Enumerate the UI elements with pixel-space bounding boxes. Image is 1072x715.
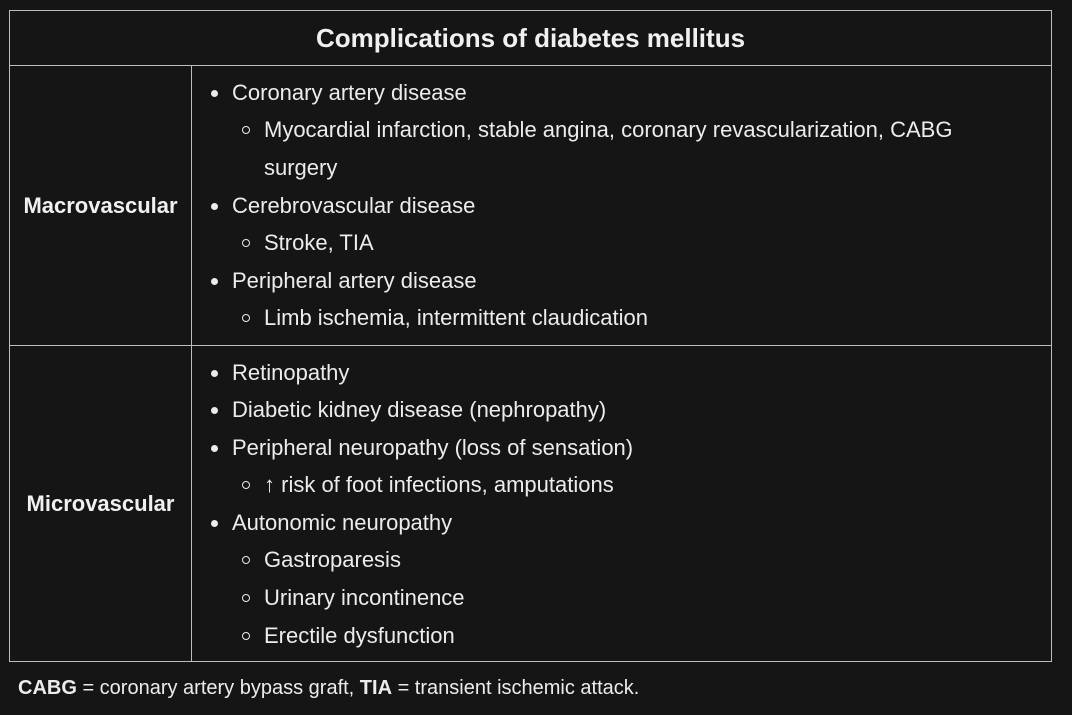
list-item: Autonomic neuropathy <box>232 510 453 535</box>
bullet-circle-icon <box>242 126 250 134</box>
bullet-circle-icon <box>242 632 250 640</box>
bullet-circle-icon <box>242 594 250 602</box>
list-item: Diabetic kidney disease (nephropathy) <box>232 397 607 422</box>
list-subitem: Urinary incontinence <box>264 585 465 610</box>
table-title: Complications of diabetes mellitus <box>315 23 746 53</box>
list-subitem: Gastroparesis <box>264 547 401 572</box>
row-label-microvascular: Microvascular <box>26 491 175 516</box>
list-subitem: Erectile dysfunction <box>264 623 455 648</box>
abbreviations-footnote <box>18 677 639 700</box>
list-subitem: Myocardial infarction, stable angina, coronary revascularization, CABG <box>264 117 953 142</box>
bullet-disc-icon <box>211 370 218 377</box>
list-item: Retinopathy <box>232 360 350 385</box>
bullet-disc-icon <box>211 520 218 527</box>
list-subitem: Limb ischemia, intermittent claudication <box>264 305 648 330</box>
row-content-microvascular <box>192 346 1051 662</box>
row-label-macrovascular: Macrovascular <box>23 192 178 218</box>
list-item: Peripheral neuropathy (loss of sensation) <box>232 435 634 460</box>
list-item: Peripheral artery disease <box>232 268 477 293</box>
bullet-circle-icon <box>242 556 250 564</box>
list-subitem-continuation: surgery <box>264 155 338 180</box>
table-header <box>10 11 1051 66</box>
row-label-cell <box>10 346 192 662</box>
bullet-disc-icon <box>211 90 218 97</box>
table-row-microvascular <box>10 346 1051 662</box>
bullet-disc-icon <box>211 445 218 452</box>
table-row-macrovascular <box>10 66 1051 346</box>
bullet-circle-icon <box>242 481 250 489</box>
list-item: Coronary artery disease <box>232 80 467 105</box>
row-label-cell <box>10 66 192 345</box>
bullet-circle-icon <box>242 314 250 322</box>
footnote-def-tia: = transient ischemic attack. <box>392 677 640 699</box>
bullet-circle-icon <box>242 239 250 247</box>
list-item: Cerebrovascular disease <box>232 193 476 218</box>
bullet-disc-icon <box>211 407 218 414</box>
bullet-disc-icon <box>211 278 218 285</box>
row-content-macrovascular <box>192 66 1051 345</box>
list-subitem: Stroke, TIA <box>264 230 374 255</box>
complications-table <box>9 10 1052 662</box>
footnote-abbr-cabg: CABG <box>18 677 77 699</box>
list-subitem: ↑ risk of foot infections, amputations <box>264 472 614 497</box>
footnote-abbr-tia: TIA <box>359 677 393 699</box>
bullet-disc-icon <box>211 203 218 210</box>
footnote-def-cabg: = coronary artery bypass graft, <box>76 677 360 699</box>
